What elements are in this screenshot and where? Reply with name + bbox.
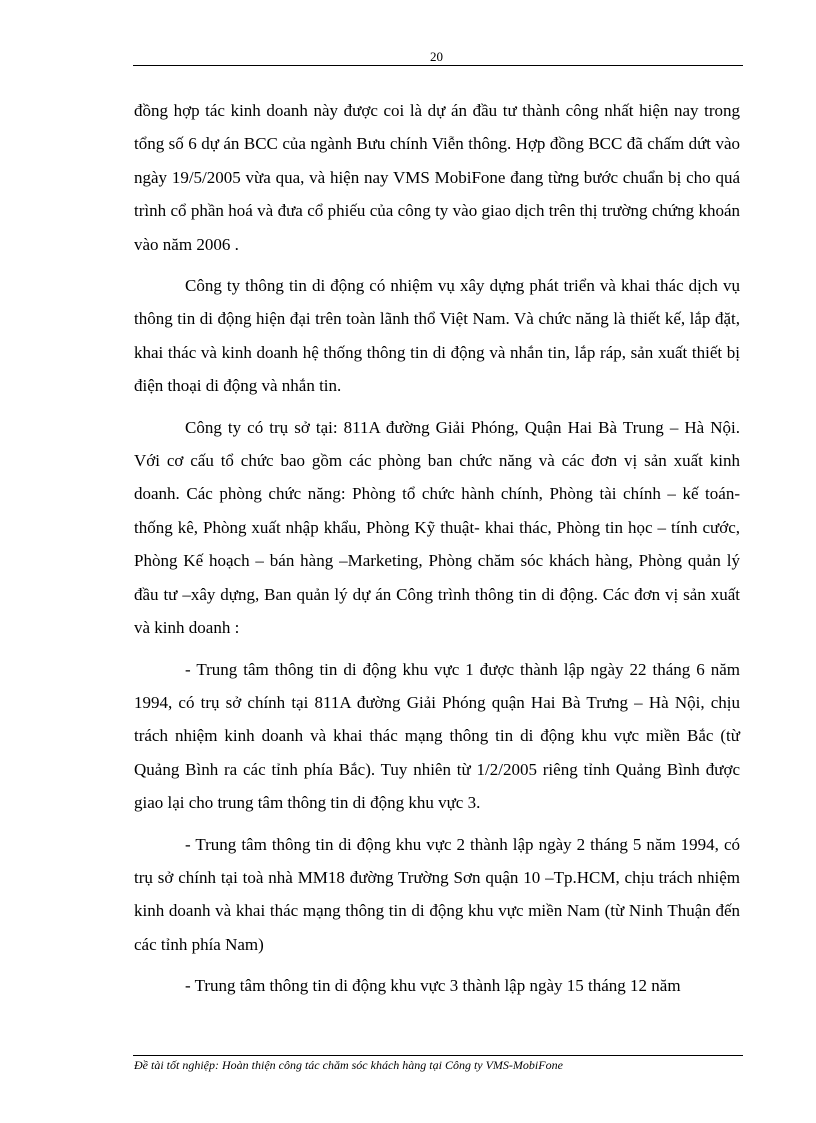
paragraph-company-mission: Công ty thông tin di động có nhiệm vụ xây dựng phát triển và khai thác dịch vụ thông tin di động hiện đại trên toàn lãnh thổ Việt Nam. Và chức năng là thiết kế, lắp đặt, khai thác và kinh doanh hệ thống thông tin di động và nhắn tin, lắp ráp, sản xuất thiết bị điện thoại di động và nhắn tin. [134,276,740,396]
body-text [134,94,740,1011]
paragraph-center-2: - Trung tâm thông tin di động khu vực 2 thành lập ngày 2 tháng 5 năm 1994, có trụ sở chính tại toà nhà MM18 đường Trường Sơn quận 10 –Tp.HCM, chịu trách nhiệm kinh doanh và khai thác mạng thông tin di động khu vực miền Nam (từ Ninh Thuận đến các tỉnh phía Nam) [134,834,740,954]
footer-thesis-title: Đề tài tốt nghiệp: Hoàn thiện công tác chăm sóc khách hàng tại Công ty VMS-MobiFone [134,1058,563,1072]
paragraph-center-1: - Trung tâm thông tin di động khu vực 1 được thành lập ngày 22 tháng 6 năm 1994, có trụ sở chính tại 811A đường Giải Phóng quận Hai Bà Trưng – Hà Nội, chịu trách nhiệm kinh doanh và khai thác mạng thông tin di động khu vực miền Bắc (từ Quảng Bình ra các tỉnh phía Bắc). Tuy nhiên từ 1/2/2005 riêng tỉnh Quảng Bình được giao lại cho trung tâm thông tin di động khu vực 3. [134,659,740,813]
footer-rule [133,1055,743,1056]
page-number: 20 [430,49,443,64]
paragraph-continuation: đồng hợp tác kinh doanh này được coi là dự án đầu tư thành công nhất hiện nay trong tổng số 6 dự án BCC của ngành Bưu chính Viễn thông. Hợp đồng BCC đã chấm dứt vào ngày 19/5/2005 vừa qua, và hiện nay VMS MobiFone đang từng bước chuẩn bị cho quá trình cổ phần hoá và đưa cổ phiếu của công ty vào giao dịch trên thị trường chứng khoán vào năm 2006 . [134,101,740,254]
paragraph-center-3: - Trung tâm thông tin di động khu vực 3 thành lập ngày 15 tháng 12 năm [185,976,681,996]
paragraph-company-structure: Công ty có trụ sở tại: 811A đường Giải Phóng, Quận Hai Bà Trung – Hà Nội. Với cơ cấu tổ chức bao gồm các phòng ban chức năng và các đơn vị sản xuất kinh doanh. Các phòng chức năng: Phòng tổ chức hành chính, Phòng tài chính – kế toán- thống kê, Phòng xuất nhập khẩu, Phòng Kỹ thuật- khai thác, Phòng tin học – tính cước, Phòng Kế hoạch – bán hàng –Marketing, Phòng chăm sóc khách hàng, Phòng quản lý đầu tư –xây dựng, Ban quản lý dự án Công trình thông tin di động. Các đơn vị sản xuất và kinh doanh : [134,417,740,638]
header-rule [133,65,743,66]
